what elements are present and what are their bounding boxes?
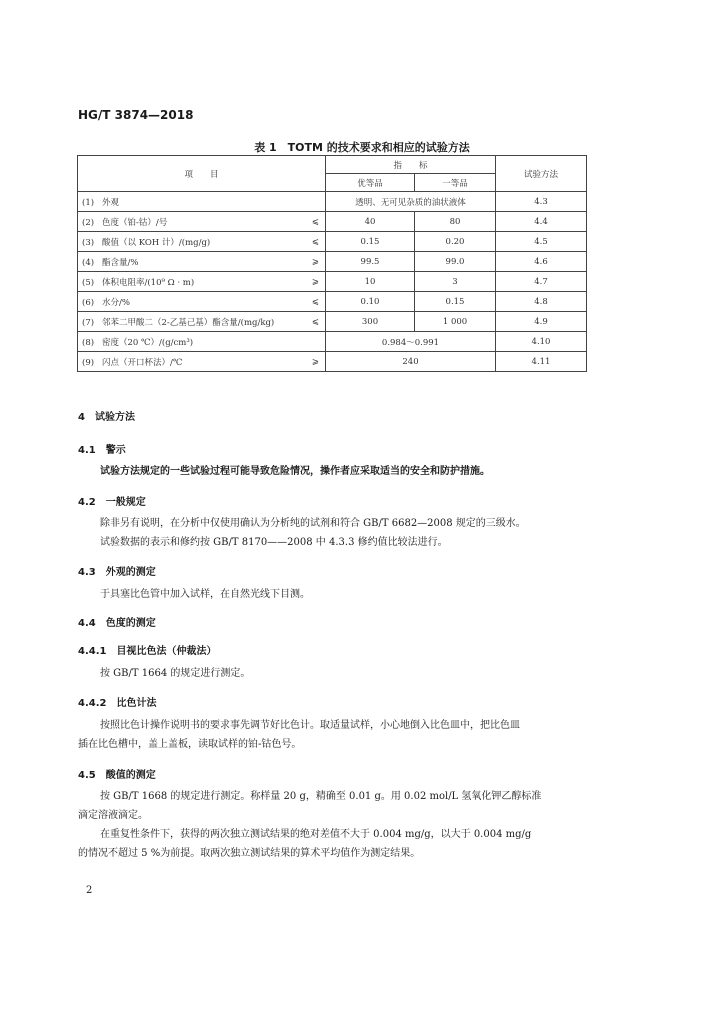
row-number: (1) <box>82 197 95 208</box>
row-method: 4.11 <box>496 352 587 372</box>
row-relation: ⩾ <box>305 352 326 372</box>
header-item: 项 目 <box>78 156 326 192</box>
row-method: 4.5 <box>496 232 587 252</box>
row-method: 4.9 <box>496 312 587 332</box>
section-4-5-text1: 按 GB/T 1668 的规定进行测定。称样量 20 g，精确至 0.01 g。用 0.02 mol/L 氢氧化钾乙醇标准 <box>100 791 542 802</box>
row-value-grade2: 99.0 <box>415 252 496 272</box>
section-4-4-heading: 4.4 色度的测定 <box>78 618 156 629</box>
row-relation <box>305 192 326 212</box>
row-value-merged: 透明、无可见杂质的油状液体 <box>326 192 496 212</box>
section-4-5-text4: 的情况不超过 5 %为前提。取两次独立测试结果的算术平均值作为测定结果。 <box>78 848 421 859</box>
row-value-grade1: 99.5 <box>326 252 415 272</box>
table-row <box>78 352 587 372</box>
row-value-grade1: 0.10 <box>326 292 415 312</box>
section-4-1-heading: 4.1 警示 <box>78 445 126 456</box>
section-4-3-text: 于具塞比色管中加入试样，在自然光线下目测。 <box>100 589 310 600</box>
row-relation: ⩽ <box>305 232 326 252</box>
row-item-label: 外观 <box>102 197 120 208</box>
row-item <box>78 252 306 272</box>
section-4-5-text3: 在重复性条件下，获得的两次独立测试结果的绝对差值不大于 0.004 mg/g，以大于 0.004 mg/g <box>100 829 532 840</box>
table-body <box>78 192 587 372</box>
table-row <box>78 192 587 212</box>
row-value-grade1: 0.15 <box>326 232 415 252</box>
table-row <box>78 212 587 232</box>
spec-table <box>77 155 587 372</box>
row-number: (5) <box>82 277 95 288</box>
row-value-grade1: 10 <box>326 272 415 292</box>
table-row <box>78 272 587 292</box>
row-relation: ⩽ <box>305 312 326 332</box>
table-row <box>78 232 587 252</box>
table-header-row <box>78 156 587 174</box>
row-item <box>78 332 306 352</box>
row-item <box>78 192 306 212</box>
row-item-label: 体积电阻率/(10⁹ Ω · m) <box>102 277 195 288</box>
section-4-2-heading: 4.2 一般规定 <box>78 497 146 508</box>
row-value-grade2: 1 000 <box>415 312 496 332</box>
section-4-5-heading: 4.5 酸值的测定 <box>78 770 156 781</box>
section-4-3-heading: 4.3 外观的测定 <box>78 567 156 578</box>
row-number: (8) <box>82 337 95 348</box>
row-method: 4.3 <box>496 192 587 212</box>
row-number: (3) <box>82 237 95 248</box>
header-grade1: 优等品 <box>326 174 415 192</box>
header-method: 试验方法 <box>496 156 587 192</box>
row-method: 4.10 <box>496 332 587 352</box>
section-4-4-1-heading: 4.4.1 目视比色法（仲裁法） <box>78 646 217 657</box>
row-item <box>78 352 306 372</box>
row-item <box>78 292 306 312</box>
section-4-4-2-text1: 按照比色计操作说明书的要求事先调节好比色计。取适量试样，小心地倒入比色皿中，把比色皿 <box>100 720 520 731</box>
document-code: HG/T 3874—2018 <box>78 108 194 122</box>
row-value-grade2: 0.20 <box>415 232 496 252</box>
row-relation <box>305 332 326 352</box>
row-item <box>78 272 306 292</box>
table-title: 表 1 TOTM 的技术要求和相应的试验方法 <box>254 141 470 154</box>
row-value-merged: 240 <box>326 352 496 372</box>
row-number: (9) <box>82 357 95 368</box>
row-item-label: 酯含量/% <box>102 257 139 268</box>
table-row <box>78 252 587 272</box>
row-method: 4.7 <box>496 272 587 292</box>
row-item-label: 闪点（开口杯法）/℃ <box>102 357 183 368</box>
section-4-4-1-text: 按 GB/T 1664 的规定进行测定。 <box>100 668 251 679</box>
row-item-label: 密度（20 ℃）/(g/cm³) <box>102 337 194 348</box>
table-row <box>78 292 587 312</box>
section-4-1-text: 试验方法规定的一些试验过程可能导致危险情况，操作者应采取适当的安全和防护措施。 <box>100 466 490 477</box>
row-value-grade2: 3 <box>415 272 496 292</box>
row-method: 4.4 <box>496 212 587 232</box>
row-relation: ⩽ <box>305 212 326 232</box>
section-4-4-2-heading: 4.4.2 比色计法 <box>78 698 157 709</box>
section-4-2-text2: 试验数据的表示和修约按 GB/T 8170——2008 中 4.3.3 修约值比较法进行。 <box>100 537 448 548</box>
row-number: (7) <box>82 317 95 328</box>
row-item <box>78 232 306 252</box>
section-4-4-2-text2: 插在比色槽中，盖上盖板，读取试样的铂-钴色号。 <box>78 739 302 750</box>
row-value-grade1: 40 <box>326 212 415 232</box>
row-relation: ⩾ <box>305 252 326 272</box>
row-number: (2) <box>82 217 95 228</box>
header-index: 指 标 <box>326 156 496 174</box>
section-4-5-text2: 滴定溶液滴定。 <box>78 810 148 821</box>
row-number: (4) <box>82 257 95 268</box>
row-relation: ⩾ <box>305 272 326 292</box>
row-item-label: 邻苯二甲酸二（2-乙基己基）酯含量/(mg/kg) <box>102 317 275 328</box>
section-4-2-text1: 除非另有说明，在分析中仅使用确认为分析纯的试剂和符合 GB/T 6682—2008 规定的三级水。 <box>100 518 526 529</box>
row-relation: ⩽ <box>305 292 326 312</box>
row-value-merged: 0.984～0.991 <box>326 332 496 352</box>
page-number: 2 <box>86 885 93 896</box>
table-row <box>78 332 587 352</box>
row-method: 4.6 <box>496 252 587 272</box>
table-row <box>78 312 587 332</box>
section-4-heading: 4 试验方法 <box>78 412 135 423</box>
row-value-grade1: 300 <box>326 312 415 332</box>
row-item-label: 酸值（以 KOH 计）/(mg/g) <box>102 237 211 248</box>
row-item-label: 色度（铂-钴）/号 <box>102 217 168 228</box>
row-value-grade2: 0.15 <box>415 292 496 312</box>
row-item-label: 水分/% <box>102 297 130 308</box>
row-method: 4.8 <box>496 292 587 312</box>
row-item <box>78 312 306 332</box>
header-grade2: 一等品 <box>415 174 496 192</box>
row-value-grade2: 80 <box>415 212 496 232</box>
row-item <box>78 212 306 232</box>
row-number: (6) <box>82 297 95 308</box>
